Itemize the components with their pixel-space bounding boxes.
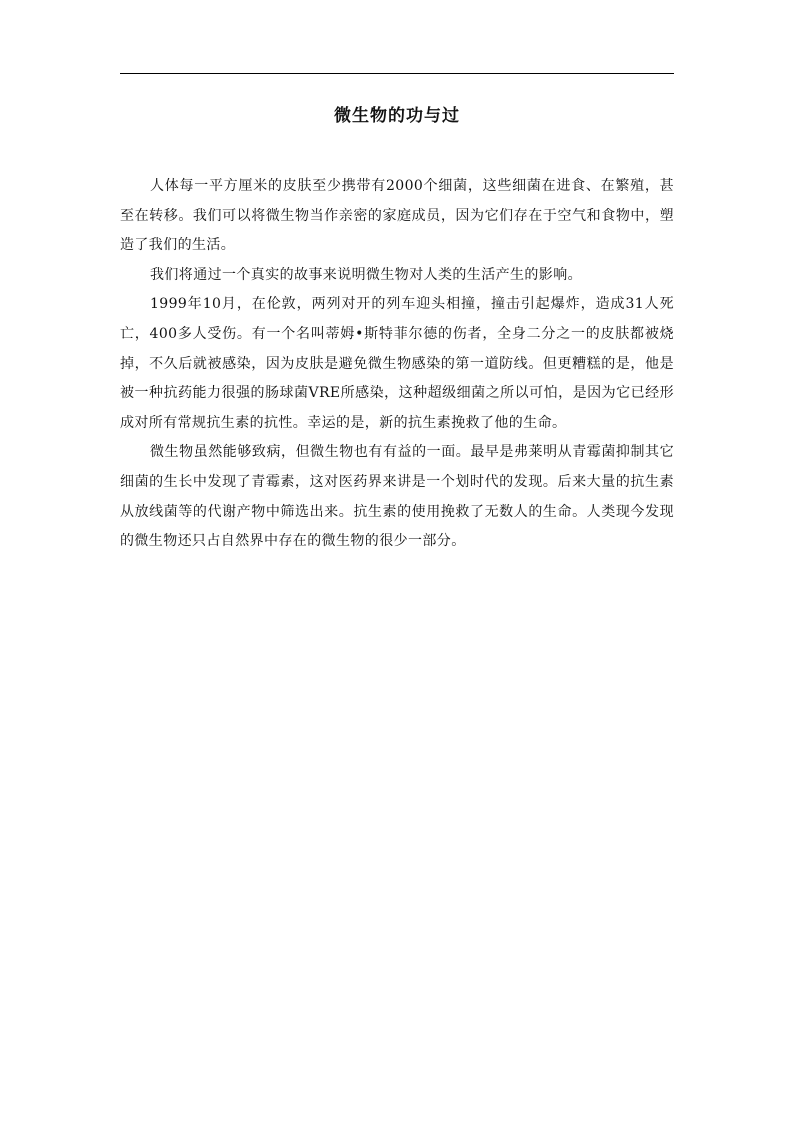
header-rule: [120, 73, 674, 74]
paragraph-story-intro: 我们将通过一个真实的故事来说明微生物对人类的生活产生的影响。: [150, 266, 582, 283]
document-body: [120, 172, 674, 557]
paragraph-train-collision: 1999年10月，在伦敦，两列对开的列车迎头相撞，撞击引起爆炸，造成31人死亡，400多人受伤。有一个名叫蒂姆•斯特菲尔德的伤者，全身二分之一的皮肤都被烧掉，不久后就被感染，因为皮肤是避免微生物感染的第一道防线。但更糟糕的是，他是被一种抗药能力很强的肠球菌VRE所感染，这种超级细菌之所以可怕，是因为它已经形成对所有常规抗生素的抗性。幸运的是，新的抗生素挽救了他的生命。: [120, 296, 674, 431]
document-title: 微生物的功与过: [334, 106, 460, 126]
paragraph-skin-bacteria: 人体每一平方厘米的皮肤至少携带有2000个细菌，这些细菌在进食、在繁殖，甚至在转移。我们可以将微生物当作亲密的家庭成员，因为它们存在于空气和食物中，塑造了我们的生活。: [120, 178, 674, 254]
paragraph-antibiotics: 微生物虽然能够致病，但微生物也有有益的一面。最早是弗莱明从青霉菌抑制其它细菌的生长中发现了青霉素，这对医药界来讲是一个划时代的发现。后来大量的抗生素从放线菌等的代谢产物中筛选出来。抗生素的使用挽救了无数人的生命。人类现今发现的微生物还只占自然界中存在的微生物的很少一部分。: [120, 444, 674, 550]
